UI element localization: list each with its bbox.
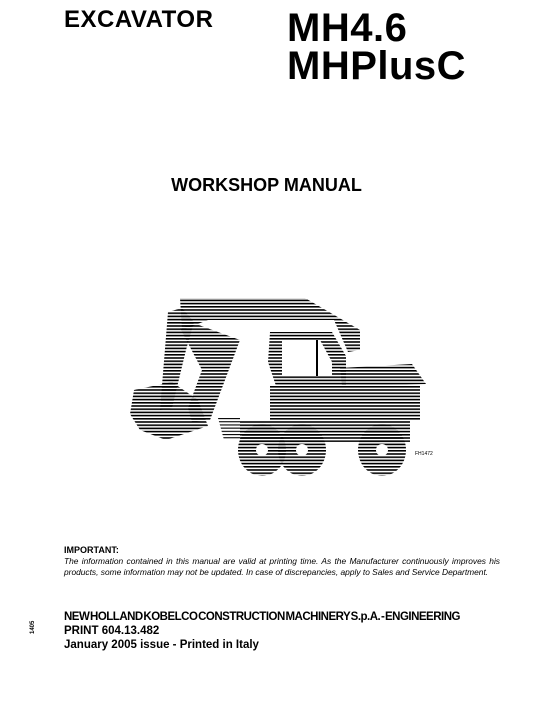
model-name-line2: MHPlusC bbox=[287, 44, 467, 88]
print-number: PRINT 604.13.482 bbox=[64, 625, 160, 637]
document-title: WORKSHOP MANUAL bbox=[171, 175, 362, 195]
model-name-line1: MH4.6 bbox=[287, 6, 408, 50]
important-heading: IMPORTANT: bbox=[64, 545, 119, 555]
outrigger bbox=[218, 418, 240, 440]
company-line: NEW HOLLAND KOBELCO CONSTRUCTION MACHINERY S.p.A. - ENGINEERING bbox=[64, 611, 460, 623]
important-notice: The information contained in this manual are valid at printing time. As the Manufacturer continuously improves his products, some information may not be updated. In case of discrepancies, apply to Sales and Service Department. bbox=[64, 556, 500, 577]
side-code: 1405 bbox=[30, 620, 36, 634]
issue-date: January 2005 issue - Printed in Italy bbox=[64, 639, 259, 651]
excavator-illustration bbox=[120, 290, 440, 480]
document-category: EXCAVATOR bbox=[64, 6, 214, 33]
figure-code: FH1472 bbox=[415, 451, 433, 457]
